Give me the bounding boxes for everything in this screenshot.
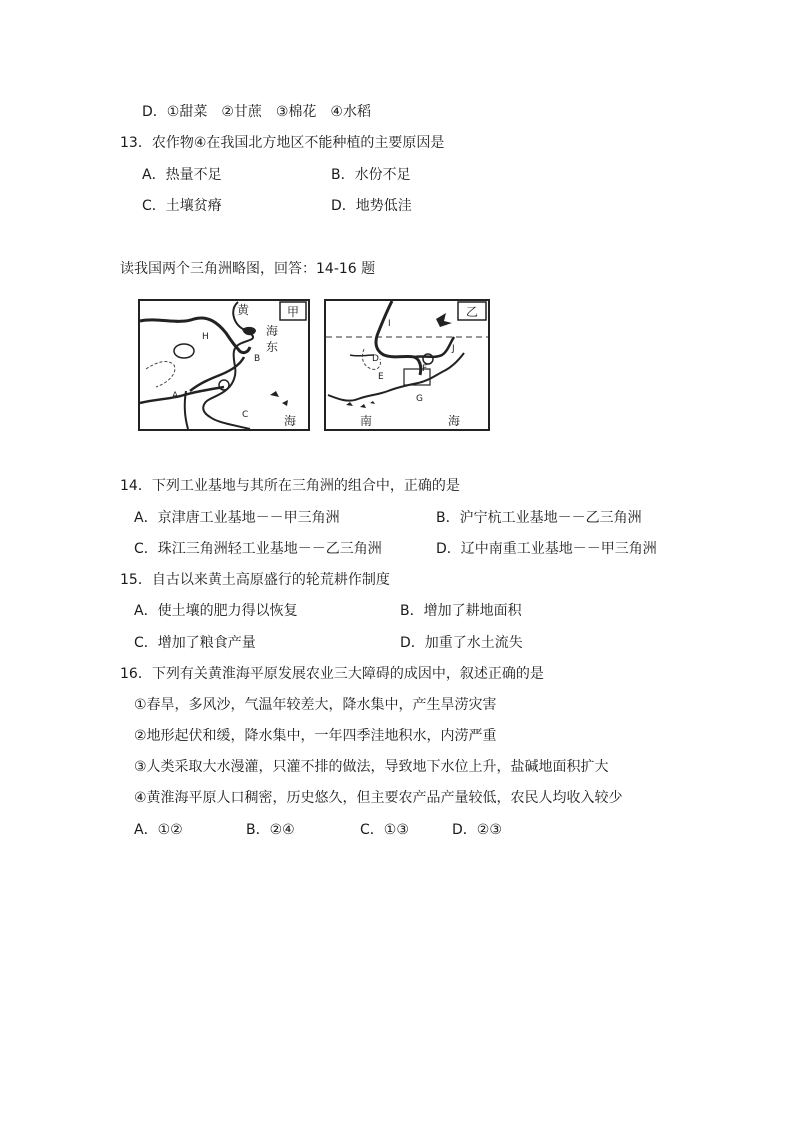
q16-statement-4: ④黄淮海平原人口稠密，历史悠久，但主要农产品产量较低，农民人均收入较少 — [134, 790, 623, 806]
map-jia-lake — [174, 344, 194, 358]
map-yi-coastline — [328, 353, 464, 401]
q15-stem: 15．自古以来黄土高原盛行的轮荒耕作制度 — [120, 572, 390, 588]
map-yi-label-I: I — [388, 319, 391, 329]
map-jia-city-marker — [219, 380, 229, 390]
map-jia-boundary — [146, 362, 175, 387]
map-yi-label-hai: 海 — [448, 414, 461, 428]
map-jia-label-A: A — [172, 391, 179, 401]
map-yi-label-E: E — [378, 372, 384, 382]
map-yi-label-nan: 南 — [360, 414, 373, 428]
q16-option-c: C．①③ — [360, 822, 409, 838]
q15-option-d: D．加重了水土流失 — [400, 635, 523, 651]
q14-option-d: D．辽中南重工业基地－－甲三角洲 — [436, 541, 657, 557]
q13-stem: 13．农作物④在我国北方地区不能种植的主要原因是 — [120, 135, 445, 151]
maps-intro: 读我国两个三角洲略图，回答：14-16 题 — [120, 261, 376, 277]
q14-option-b: B．沪宁杭工业基地－－乙三角洲 — [436, 510, 642, 526]
q13-option-c: C．土壤贫瘠 — [142, 198, 222, 214]
q16-stem: 16．下列有关黄淮海平原发展农业三大障碍的成因中，叙述正确的是 — [120, 666, 544, 682]
map-yi-river-main — [376, 301, 421, 375]
map-yi-label-J: J — [452, 344, 455, 354]
map-yi-river-east — [414, 337, 454, 357]
q13-option-b: B．水份不足 — [331, 167, 411, 183]
delta-map-jia — [138, 299, 310, 431]
map-yi-label-D: D — [372, 354, 379, 364]
q15-option-b: B．增加了耕地面积 — [400, 603, 522, 619]
delta-map-yi — [324, 299, 490, 431]
q15-option-a: A．使土壤的肥力得以恢复 — [134, 603, 298, 619]
q12-option-d: D．①甜菜 ②甘蔗 ③棉花 ④水稻 — [142, 104, 371, 120]
q16-option-d: D．②③ — [452, 822, 502, 838]
map-jia-border — [185, 391, 188, 429]
map-jia-river-north — [140, 318, 250, 353]
map-jia-label-dong: 东 — [266, 340, 279, 354]
map-jia-label-H: H — [202, 332, 209, 342]
map-jia-label-C: C — [242, 410, 249, 420]
map-jia-corner-label: 甲 — [286, 305, 300, 319]
map-jia-river-south — [140, 387, 224, 403]
q16-option-b: B．②④ — [246, 822, 295, 838]
map-jia-label-hai-bottom: 海 — [284, 414, 297, 428]
q16-statement-2: ②地形起伏和缓，降水集中，一年四季洼地积水，内涝严重 — [134, 728, 497, 744]
map-jia-islands — [270, 391, 288, 406]
map-yi-islands — [346, 401, 375, 408]
q15-option-c: C．增加了粮食产量 — [134, 635, 256, 651]
q16-option-a: A．①② — [134, 822, 183, 838]
q13-option-a: A．热量不足 — [142, 167, 222, 183]
map-yi-corner-label: 乙 — [465, 305, 479, 319]
q13-option-d: D．地势低洼 — [331, 198, 412, 214]
q16-statement-1: ①春旱，多风沙，气温年较差大，降水集中，产生旱涝灾害 — [134, 697, 497, 713]
map-jia-peninsula — [242, 327, 256, 335]
q14-stem: 14．下列工业基地与其所在三角洲的组合中，正确的是 — [120, 478, 460, 494]
map-jia-label-hai-top: 海 — [266, 324, 279, 338]
q14-option-c: C．珠江三角洲轻工业基地－－乙三角洲 — [134, 541, 382, 557]
map-jia-label-B: B — [254, 354, 261, 364]
q14-option-a: A．京津唐工业基地－－甲三角洲 — [134, 510, 340, 526]
map-yi-label-F: F — [422, 364, 428, 374]
map-jia-label-huang: 黄 — [237, 303, 250, 317]
map-yi-island-north — [436, 313, 452, 327]
map-yi-label-G: G — [416, 394, 423, 404]
q16-statement-3: ③人类采取大水漫灌，只灌不排的做法，导致地下水位上升，盐碱地面积扩大 — [134, 759, 609, 775]
